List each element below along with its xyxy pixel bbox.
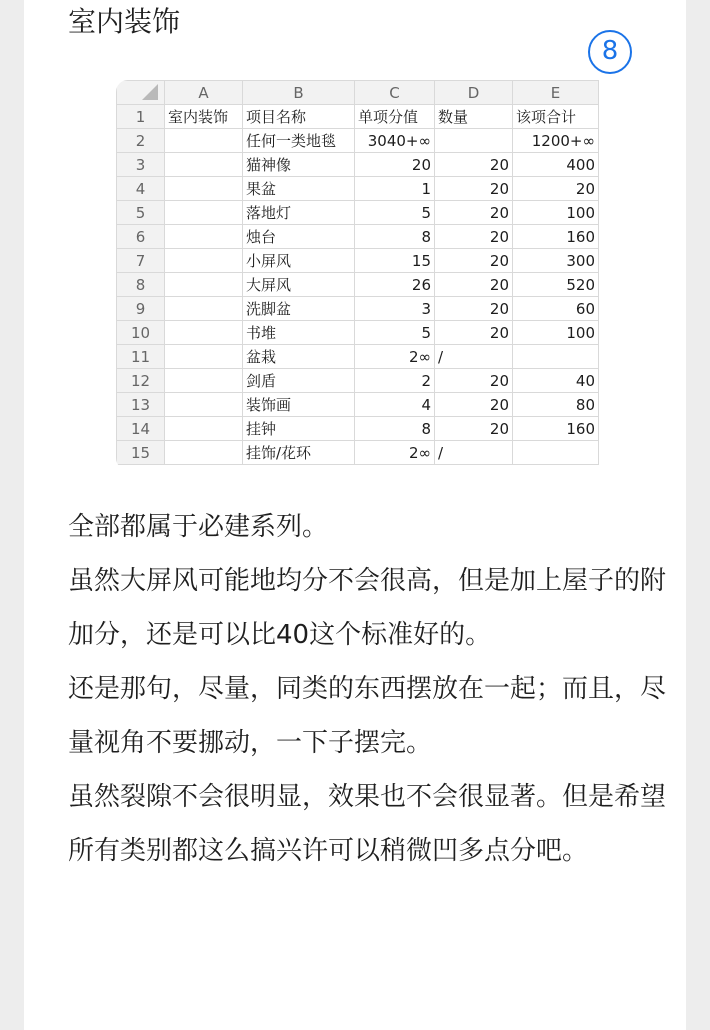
sheet-row (117, 225, 599, 249)
cell-e[interactable] (513, 345, 599, 369)
cell-d[interactable]: 20 (435, 225, 513, 249)
cell-b[interactable]: 果盆 (243, 177, 355, 201)
paragraph-1: 全部都属于必建系列。 (68, 512, 329, 542)
sheet-row (117, 297, 599, 321)
sheet-row (117, 273, 599, 297)
cell-c[interactable]: 3 (355, 297, 435, 321)
section-heading: 室内装饰 (68, 5, 181, 38)
cell-e[interactable]: 300 (513, 249, 599, 273)
sheet-row (117, 153, 599, 177)
cell-d[interactable]: 20 (435, 369, 513, 393)
cell-a[interactable] (165, 129, 243, 153)
cell-a[interactable] (165, 249, 243, 273)
cell-e[interactable]: 160 (513, 225, 599, 249)
cell-d[interactable]: 20 (435, 417, 513, 441)
article-body (68, 500, 668, 878)
cell-c[interactable]: 2∞ (355, 441, 435, 465)
cell-e[interactable]: 40 (513, 369, 599, 393)
row-number: 8 (117, 273, 165, 297)
article-card (24, 0, 686, 1030)
cell-c[interactable]: 8 (355, 225, 435, 249)
cell-e[interactable]: 20 (513, 177, 599, 201)
cell-e[interactable]: 该项合计 (513, 105, 599, 129)
cell-c[interactable]: 20 (355, 153, 435, 177)
cell-e[interactable]: 60 (513, 297, 599, 321)
cell-d[interactable]: 20 (435, 321, 513, 345)
sheet-row (117, 177, 599, 201)
sheet-row (117, 105, 599, 129)
cell-b[interactable]: 烛台 (243, 225, 355, 249)
row-number: 11 (117, 345, 165, 369)
cell-a[interactable]: 室内装饰 (165, 105, 243, 129)
cell-a[interactable] (165, 369, 243, 393)
cell-b[interactable]: 挂钟 (243, 417, 355, 441)
cell-c[interactable]: 单项分值 (355, 105, 435, 129)
cell-b[interactable]: 盆栽 (243, 345, 355, 369)
column-header-a: A (165, 81, 243, 105)
paragraph-3: 还是那句，尽量，同类的东西摆放在一起；而且，尽量视角不要挪动，一下子摆完。 (68, 674, 667, 758)
cell-d[interactable]: / (435, 441, 513, 465)
cell-c[interactable]: 5 (355, 321, 435, 345)
cell-e[interactable] (513, 441, 599, 465)
cell-a[interactable] (165, 417, 243, 441)
cell-c[interactable]: 4 (355, 393, 435, 417)
cell-b[interactable]: 剑盾 (243, 369, 355, 393)
step-number-badge: 8 (588, 30, 632, 74)
row-number: 13 (117, 393, 165, 417)
cell-d[interactable]: 20 (435, 201, 513, 225)
cell-e[interactable]: 80 (513, 393, 599, 417)
sheet-row (117, 249, 599, 273)
spreadsheet-grid (116, 80, 599, 465)
cell-a[interactable] (165, 441, 243, 465)
spreadsheet-screenshot (116, 80, 618, 470)
sheet-row (117, 417, 599, 441)
row-number: 6 (117, 225, 165, 249)
cell-d[interactable]: 20 (435, 249, 513, 273)
row-number: 9 (117, 297, 165, 321)
cell-e[interactable]: 100 (513, 201, 599, 225)
row-number: 5 (117, 201, 165, 225)
cell-e[interactable]: 160 (513, 417, 599, 441)
cell-b[interactable]: 大屏风 (243, 273, 355, 297)
sheet-row (117, 369, 599, 393)
cell-c[interactable]: 15 (355, 249, 435, 273)
sheet-row (117, 345, 599, 369)
cell-a[interactable] (165, 297, 243, 321)
select-all-triangle-icon (142, 84, 158, 100)
column-header-row (117, 81, 599, 105)
cell-d[interactable]: 20 (435, 273, 513, 297)
cell-c[interactable]: 26 (355, 273, 435, 297)
column-header-b: B (243, 81, 355, 105)
cell-b[interactable]: 书堆 (243, 321, 355, 345)
cell-e[interactable]: 520 (513, 273, 599, 297)
paragraph-2: 虽然大屏风可能地均分不会很高，但是加上屋子的附加分，还是可以比40这个标准好的。 (68, 566, 667, 650)
cell-a[interactable] (165, 153, 243, 177)
cell-c[interactable]: 2∞ (355, 345, 435, 369)
cell-a[interactable] (165, 201, 243, 225)
cell-a[interactable] (165, 273, 243, 297)
cell-a[interactable] (165, 225, 243, 249)
cell-b[interactable]: 洗脚盆 (243, 297, 355, 321)
cell-c[interactable]: 1 (355, 177, 435, 201)
sheet-row (117, 201, 599, 225)
column-header-c: C (355, 81, 435, 105)
row-number: 3 (117, 153, 165, 177)
cell-e[interactable]: 400 (513, 153, 599, 177)
cell-d[interactable]: 20 (435, 153, 513, 177)
cell-b[interactable]: 装饰画 (243, 393, 355, 417)
cell-b[interactable]: 项目名称 (243, 105, 355, 129)
sheet-row (117, 321, 599, 345)
cell-c[interactable]: 5 (355, 201, 435, 225)
cell-b[interactable]: 落地灯 (243, 201, 355, 225)
cell-a[interactable] (165, 345, 243, 369)
row-number: 14 (117, 417, 165, 441)
cell-d[interactable]: 20 (435, 297, 513, 321)
cell-d[interactable]: 20 (435, 177, 513, 201)
cell-a[interactable] (165, 393, 243, 417)
cell-e[interactable]: 1200+∞ (513, 129, 599, 153)
row-number: 1 (117, 105, 165, 129)
row-number: 4 (117, 177, 165, 201)
cell-c[interactable]: 2 (355, 369, 435, 393)
cell-d[interactable]: / (435, 345, 513, 369)
cell-a[interactable] (165, 321, 243, 345)
cell-d[interactable] (435, 129, 513, 153)
row-number: 10 (117, 321, 165, 345)
select-all-corner (117, 81, 165, 105)
cell-d[interactable]: 20 (435, 393, 513, 417)
sheet-row (117, 393, 599, 417)
cell-b[interactable]: 任何一类地毯 (243, 129, 355, 153)
row-number: 7 (117, 249, 165, 273)
spreadsheet-body (117, 105, 599, 465)
cell-c[interactable]: 3040+∞ (355, 129, 435, 153)
row-number: 2 (117, 129, 165, 153)
cell-e[interactable]: 100 (513, 321, 599, 345)
cell-b[interactable]: 猫神像 (243, 153, 355, 177)
cell-c[interactable]: 8 (355, 417, 435, 441)
cell-b[interactable]: 小屏风 (243, 249, 355, 273)
column-header-d: D (435, 81, 513, 105)
cell-d[interactable]: 数量 (435, 105, 513, 129)
cell-b[interactable]: 挂饰/花环 (243, 441, 355, 465)
sheet-row (117, 441, 599, 465)
sheet-row (117, 129, 599, 153)
cell-a[interactable] (165, 177, 243, 201)
column-header-e: E (513, 81, 599, 105)
row-number: 15 (117, 441, 165, 465)
paragraph-4: 虽然裂隙不会很明显，效果也不会很显著。但是希望所有类别都这么搞兴许可以稍微凹多点分吧。 (68, 782, 667, 866)
row-number: 12 (117, 369, 165, 393)
